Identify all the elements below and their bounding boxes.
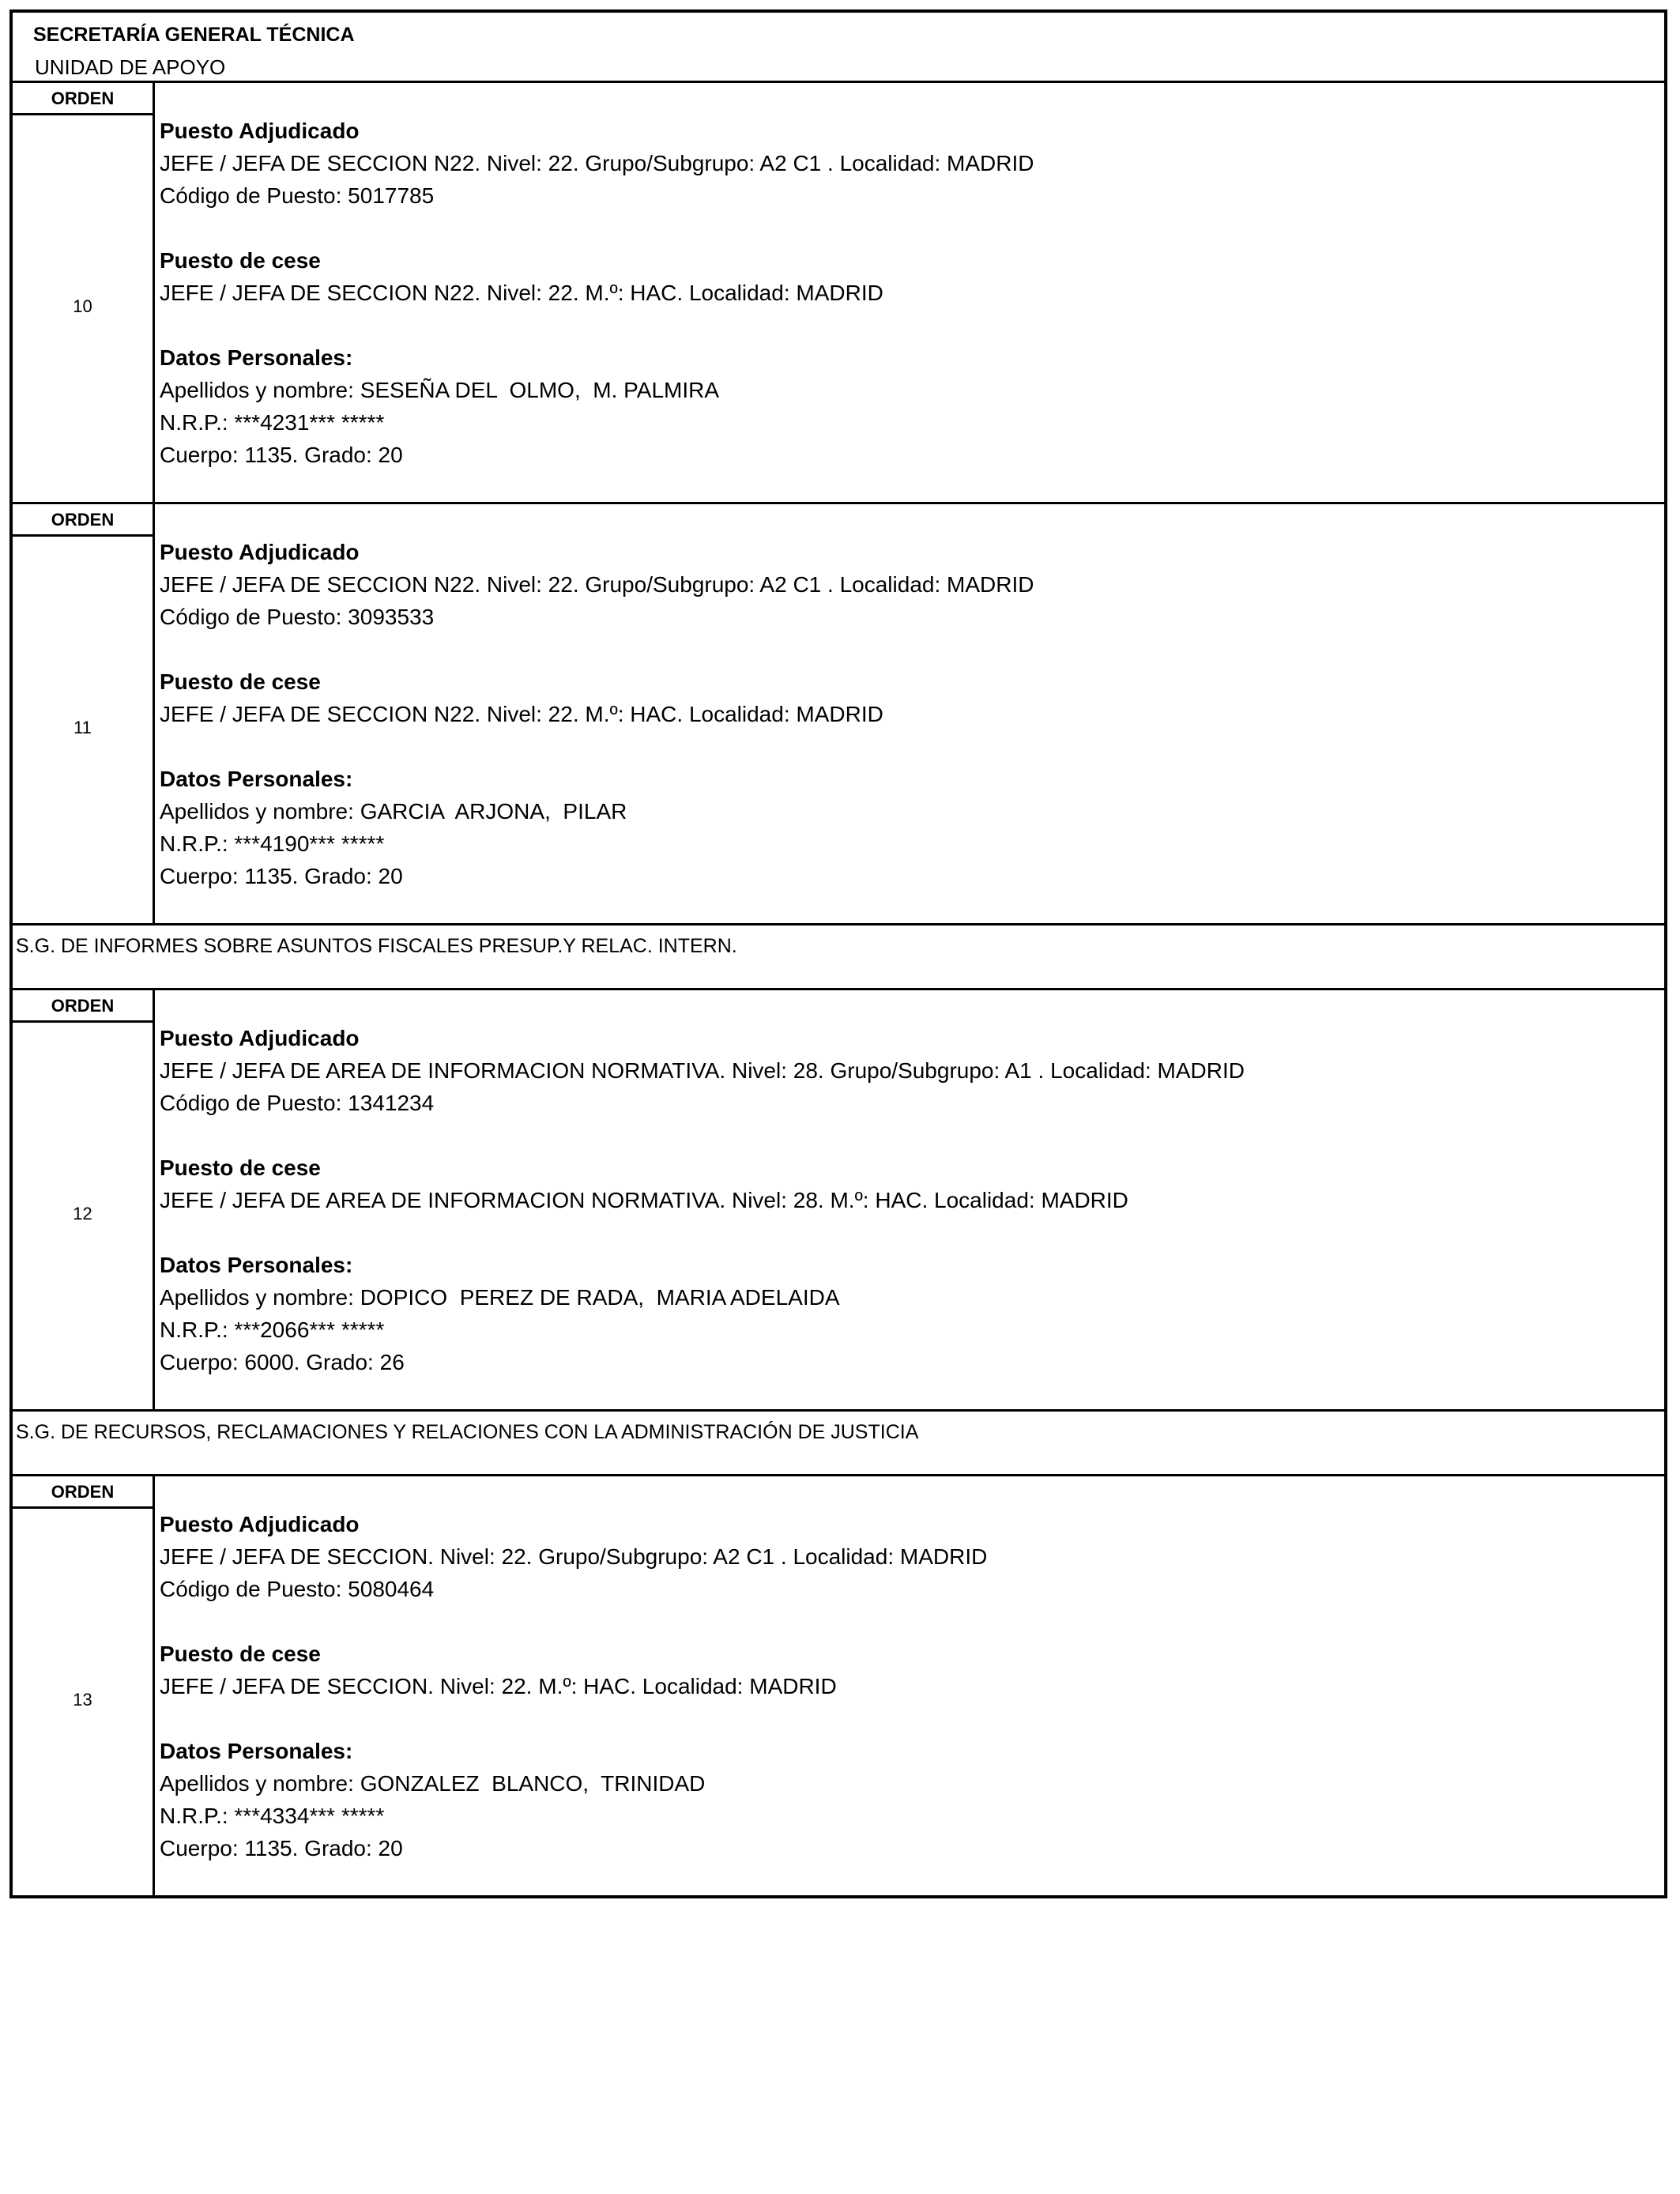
nombre-line: Apellidos y nombre: DOPICO PEREZ DE RADA, MARIA ADELAIDA <box>160 1285 840 1310</box>
codigo-value: 5080464 <box>348 1577 435 1601</box>
entry-row <box>13 504 1664 925</box>
adjudicado-text: JEFE / JEFA DE SECCION N22. Nivel: 22. Grupo/Subgrupo: A2 C1 . Localidad: MADRID <box>160 572 1034 597</box>
section-header <box>13 1412 1664 1476</box>
adjudicado-text: JEFE / JEFA DE AREA DE INFORMACION NORMATIVA. Nivel: 28. Grupo/Subgrupo: A1 . Localidad: MADRID <box>160 1058 1245 1083</box>
orden-label: ORDEN <box>13 1476 153 1509</box>
datos-heading: Datos Personales: <box>160 345 353 370</box>
cese-heading: Puesto de cese <box>160 248 321 273</box>
section-header <box>13 925 1664 990</box>
codigo-value: 1341234 <box>348 1091 435 1115</box>
section-title: S.G. DE RECURSOS, RECLAMACIONES Y RELACIONES CON LA ADMINISTRACIÓN DE JUSTICIA <box>16 1421 919 1443</box>
document-table <box>9 9 1667 1898</box>
entry-row <box>13 990 1664 1412</box>
nrp-value: ***4334*** ***** <box>234 1804 385 1828</box>
nrp-line: N.R.P.: ***4334*** ***** <box>160 1804 385 1828</box>
nrp-value: ***4190*** ***** <box>234 831 385 856</box>
section-title: S.G. DE INFORMES SOBRE ASUNTOS FISCALES PRESUP.Y RELAC. INTERN. <box>16 935 737 957</box>
cese-text: JEFE / JEFA DE AREA DE INFORMACION NORMATIVA. Nivel: 28. M.º: HAC. Localidad: MADRID <box>160 1188 1128 1212</box>
cuerpo-line: Cuerpo: 1135. Grado: 20 <box>160 864 403 888</box>
nombre-line: Apellidos y nombre: GONZALEZ BLANCO, TRINIDAD <box>160 1771 706 1796</box>
orden-cell <box>13 504 155 923</box>
cese-heading: Puesto de cese <box>160 1155 321 1180</box>
entry-details <box>155 990 1664 1409</box>
datos-heading: Datos Personales: <box>160 1739 353 1763</box>
nrp-value: ***4231*** ***** <box>234 410 385 435</box>
entry-details <box>155 83 1664 502</box>
codigo-line: Código de Puesto: 3093533 <box>160 605 435 629</box>
adjudicado-heading: Puesto Adjudicado <box>160 119 360 143</box>
cese-text: JEFE / JEFA DE SECCION. Nivel: 22. M.º: HAC. Localidad: MADRID <box>160 1674 837 1698</box>
orden-number: 10 <box>73 296 92 316</box>
orden-label: ORDEN <box>13 83 153 115</box>
cese-text: JEFE / JEFA DE SECCION N22. Nivel: 22. M.º: HAC. Localidad: MADRID <box>160 702 883 726</box>
codigo-line: Código de Puesto: 5017785 <box>160 183 435 208</box>
codigo-line: Código de Puesto: 5080464 <box>160 1577 435 1601</box>
document-header <box>13 13 1664 83</box>
orden-cell <box>13 1476 155 1895</box>
adjudicado-text: JEFE / JEFA DE SECCION. Nivel: 22. Grupo/Subgrupo: A2 C1 . Localidad: MADRID <box>160 1544 988 1569</box>
nombre-value: DOPICO PEREZ DE RADA, MARIA ADELAIDA <box>360 1285 840 1310</box>
entry-row <box>13 1476 1664 1895</box>
nrp-line: N.R.P.: ***4231*** ***** <box>160 410 385 435</box>
orden-number: 11 <box>73 717 92 737</box>
nombre-value: SESEÑA DEL OLMO, M. PALMIRA <box>360 378 720 402</box>
orden-number: 13 <box>73 1689 92 1710</box>
nombre-value: GARCIA ARJONA, PILAR <box>360 799 627 824</box>
orden-number: 12 <box>73 1203 92 1223</box>
codigo-line: Código de Puesto: 1341234 <box>160 1091 435 1115</box>
datos-heading: Datos Personales: <box>160 1253 353 1277</box>
cuerpo-line: Cuerpo: 6000. Grado: 26 <box>160 1350 405 1374</box>
adjudicado-text: JEFE / JEFA DE SECCION N22. Nivel: 22. Grupo/Subgrupo: A2 C1 . Localidad: MADRID <box>160 151 1034 175</box>
orden-cell <box>13 990 155 1409</box>
cuerpo-line: Cuerpo: 1135. Grado: 20 <box>160 1836 403 1860</box>
header-title: SECRETARÍA GENERAL TÉCNICA <box>33 24 355 46</box>
nombre-line: Apellidos y nombre: GARCIA ARJONA, PILAR <box>160 799 627 824</box>
cese-heading: Puesto de cese <box>160 669 321 694</box>
entry-details <box>155 504 1664 923</box>
cese-text: JEFE / JEFA DE SECCION N22. Nivel: 22. M.º: HAC. Localidad: MADRID <box>160 281 883 305</box>
orden-cell <box>13 83 155 502</box>
adjudicado-heading: Puesto Adjudicado <box>160 1512 360 1536</box>
nrp-line: N.R.P.: ***2066*** ***** <box>160 1318 385 1342</box>
codigo-value: 5017785 <box>348 183 435 208</box>
codigo-value: 3093533 <box>348 605 435 629</box>
datos-heading: Datos Personales: <box>160 767 353 791</box>
adjudicado-heading: Puesto Adjudicado <box>160 540 360 564</box>
cuerpo-line: Cuerpo: 1135. Grado: 20 <box>160 443 403 467</box>
nrp-value: ***2066*** ***** <box>234 1318 385 1342</box>
entry-row <box>13 83 1664 504</box>
nrp-line: N.R.P.: ***4190*** ***** <box>160 831 385 856</box>
nombre-line: Apellidos y nombre: SESEÑA DEL OLMO, M. PALMIRA <box>160 378 720 402</box>
orden-label: ORDEN <box>13 504 153 537</box>
entry-details <box>155 1476 1664 1895</box>
adjudicado-heading: Puesto Adjudicado <box>160 1026 360 1050</box>
orden-label: ORDEN <box>13 990 153 1023</box>
header-subtitle: UNIDAD DE APOYO <box>35 55 226 79</box>
nombre-value: GONZALEZ BLANCO, TRINIDAD <box>360 1771 706 1796</box>
cese-heading: Puesto de cese <box>160 1642 321 1666</box>
